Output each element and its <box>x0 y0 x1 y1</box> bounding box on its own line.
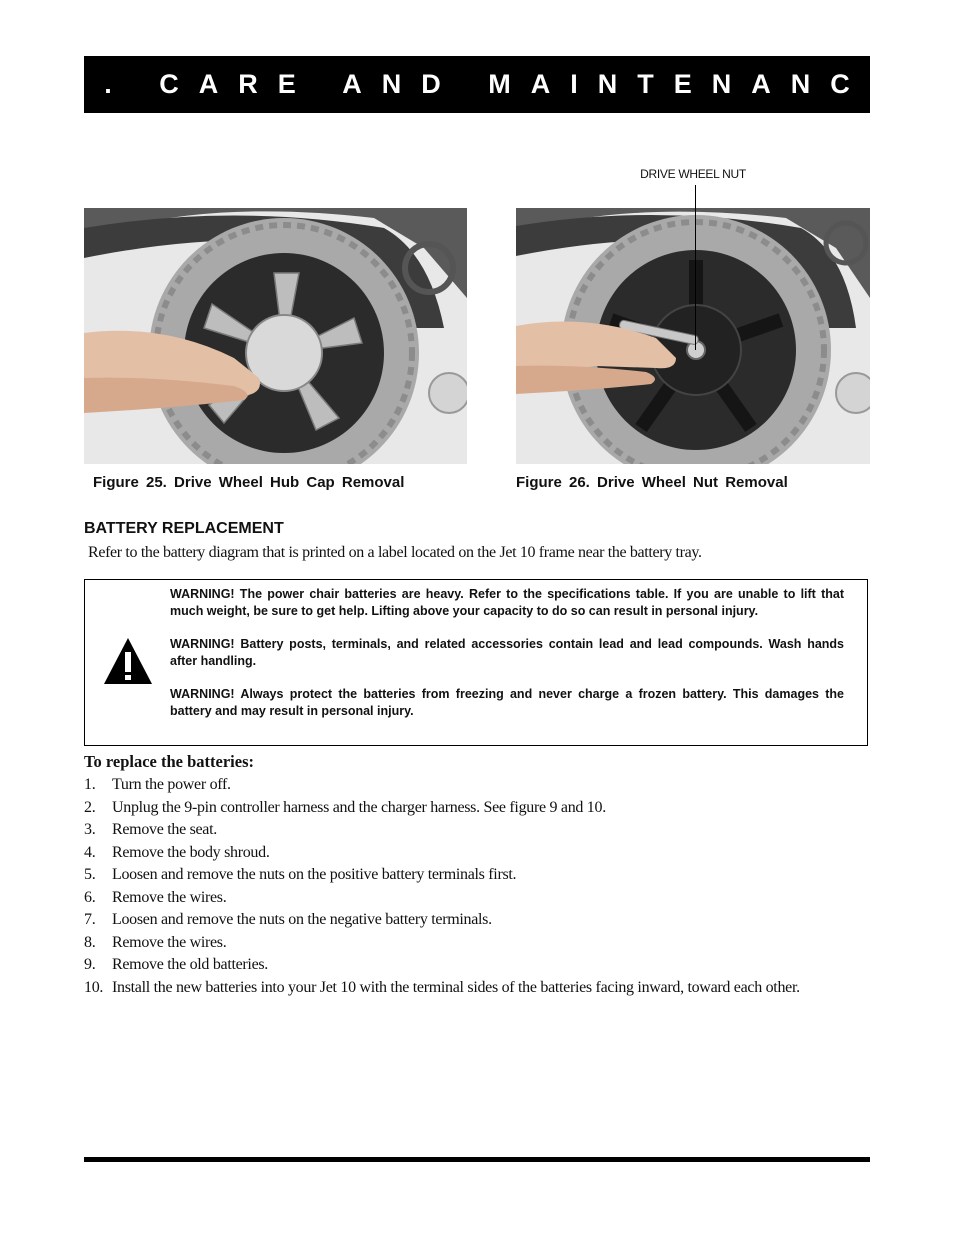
warning-heavy-batteries: WARNING! The power chair batteries are heavy. Refer to the specifications table. If you are unable to lift that much weight, be sure to get help. Lifting above your capacity to do so can result in personal injury. <box>170 587 844 618</box>
figure-25-photo <box>84 208 467 464</box>
list-item: 1. Turn the power off. <box>84 776 231 793</box>
list-item: 4. Remove the body shroud. <box>84 843 270 861</box>
figure-26-photo <box>516 208 870 464</box>
list-item: 5. Loosen and remove the nuts on the positive battery terminals first. <box>84 866 517 883</box>
procedure-steps-list <box>84 774 874 999</box>
list-item: 8. Remove the wires. <box>84 933 227 951</box>
list-item: 7. Loosen and remove the nuts on the negative battery terminals. <box>84 911 492 928</box>
drive-wheel-nut-callout: DRIVE WHEEL NUT <box>640 167 746 181</box>
list-item: 9. Remove the old batteries. <box>84 956 269 973</box>
figure-26-caption: Figure 26. Drive Wheel Nut Removal <box>516 474 788 491</box>
figure-25-caption: Figure 25. Drive Wheel Hub Cap Removal <box>93 474 405 491</box>
warning-text-block <box>170 586 844 736</box>
list-item: 10. Install the new batteries into your Jet 10 with the terminal sides of the batteries facing inward, toward each other. <box>84 978 800 996</box>
section-title: X. CARE AND MAINTENANCE <box>66 69 908 99</box>
list-item: 6. Remove the wires. <box>84 888 227 906</box>
list-item: 2. Unplug the 9-pin controller harness and the charger harness. See figure 9 and 10. <box>84 798 606 816</box>
battery-intro-text: Refer to the battery diagram that is printed on a label located on the Jet 10 frame near the battery tray. <box>88 544 702 561</box>
callout-leader-line <box>695 185 696 350</box>
section-header-bar <box>66 56 908 113</box>
battery-replacement-heading: BATTERY REPLACEMENT <box>84 520 284 537</box>
list-item: 3. Remove the seat. <box>84 821 217 838</box>
warning-freezing: WARNING! Always protect the batteries from freezing and never charge a frozen battery. This damages the battery and may result in personal injury. <box>170 687 844 718</box>
warning-box <box>84 579 868 746</box>
bottom-rule <box>84 1157 870 1162</box>
warning-lead-compounds: WARNING! Battery posts, terminals, and related accessories contain lead and lead compounds. Wash hands after handling. <box>170 637 844 668</box>
warning-triangle-icon <box>102 636 154 686</box>
procedure-title: To replace the batteries: <box>84 752 255 771</box>
